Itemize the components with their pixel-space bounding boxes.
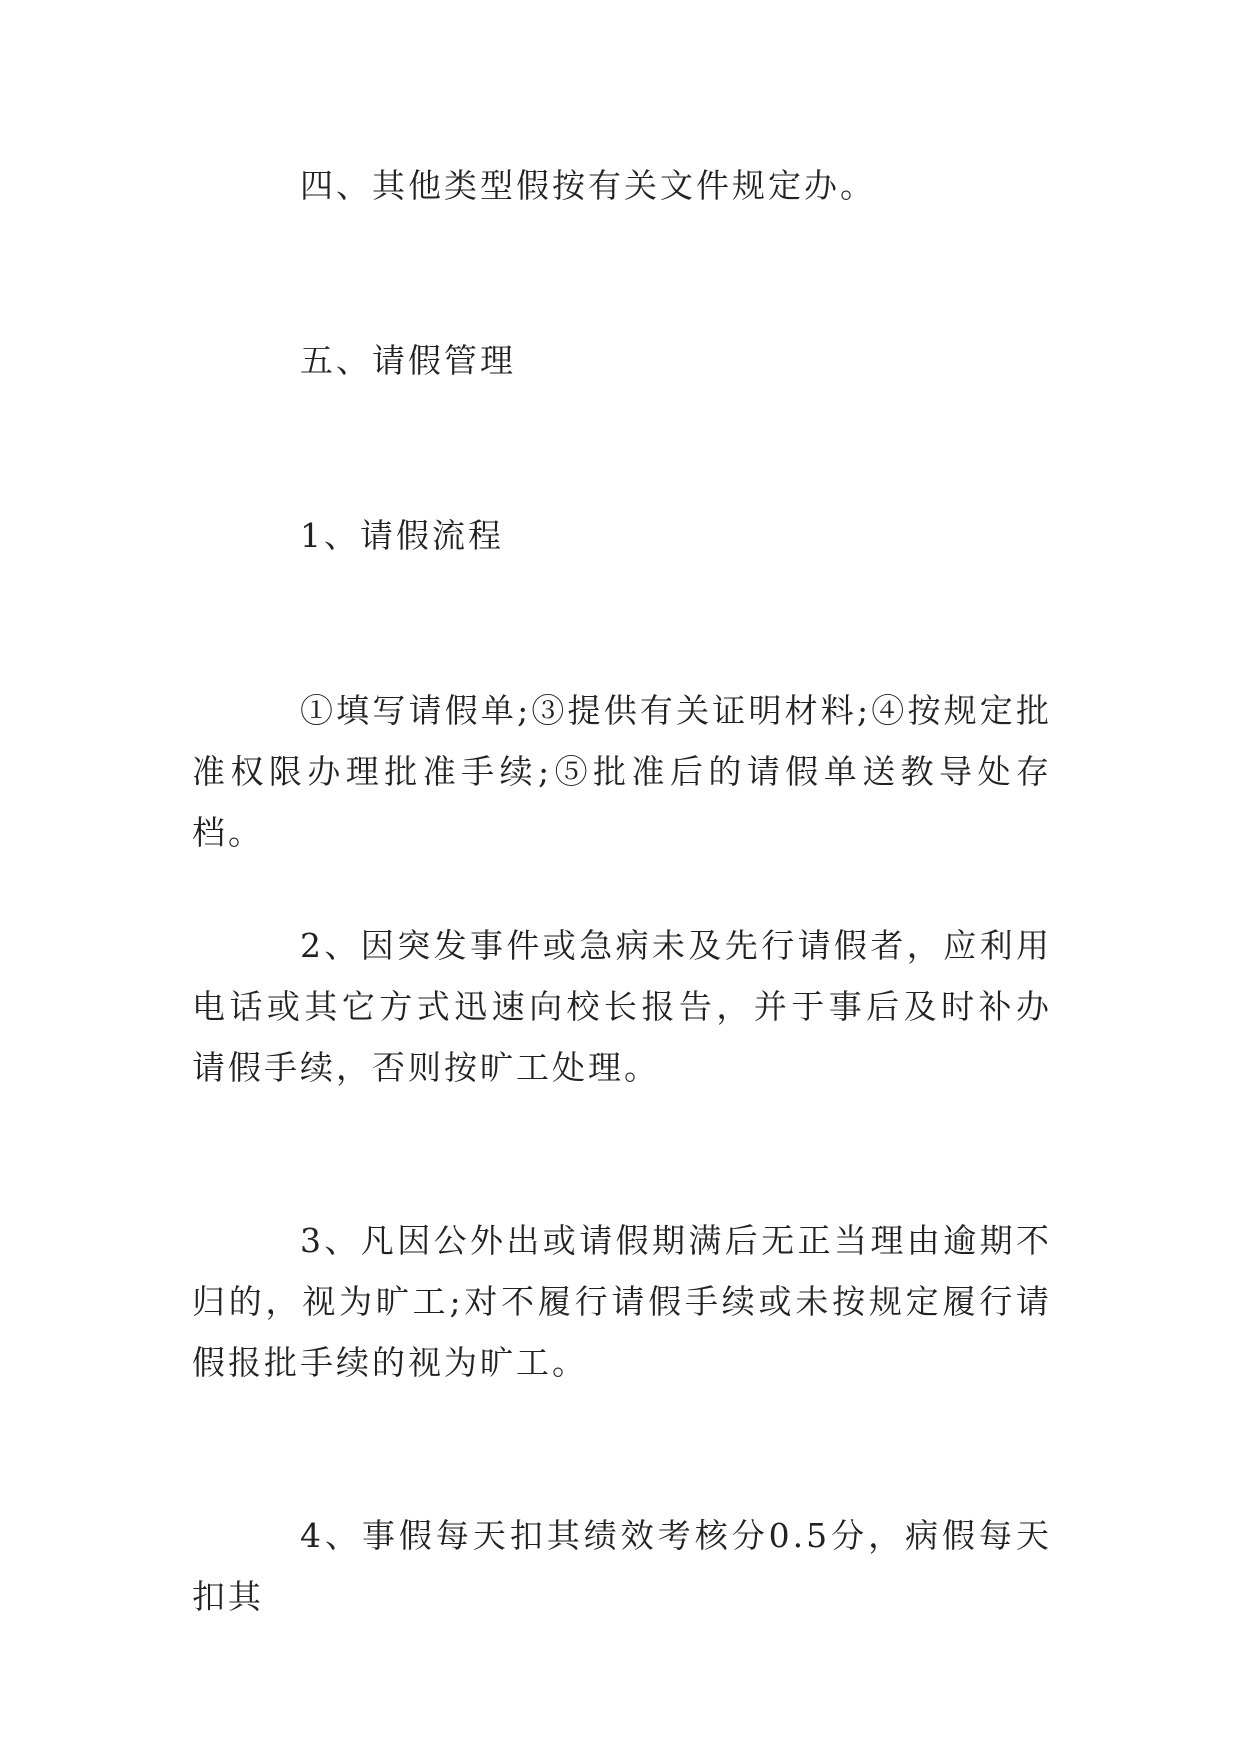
- emergency-leave-paragraph: 2、因突发事件或急病未及先行请假者，应利用电话或其它方式迅速向校长报告，并于事后及时补办请假手续，否则按旷工处理。: [192, 926, 1052, 1087]
- leave-process-steps: ①填写请假单;③提供有关证明材料;④按规定批准权限办理批准手续;⑤批准后的请假单送教导处存档。: [192, 691, 1052, 852]
- section-five-heading: 五、请假管理: [300, 341, 516, 380]
- section-four-heading: 四、其他类型假按有关文件规定办。: [300, 166, 876, 205]
- absence-rule-paragraph: 3、凡因公外出或请假期满后无正当理由逾期不归的，视为旷工;对不履行请假手续或未按规定履行请假报批手续的视为旷工。: [192, 1221, 1052, 1382]
- leave-process-heading: 1、请假流程: [300, 516, 504, 555]
- deduction-rule-paragraph: 4、事假每天扣其绩效考核分0.5分，病假每天扣其: [192, 1516, 1052, 1616]
